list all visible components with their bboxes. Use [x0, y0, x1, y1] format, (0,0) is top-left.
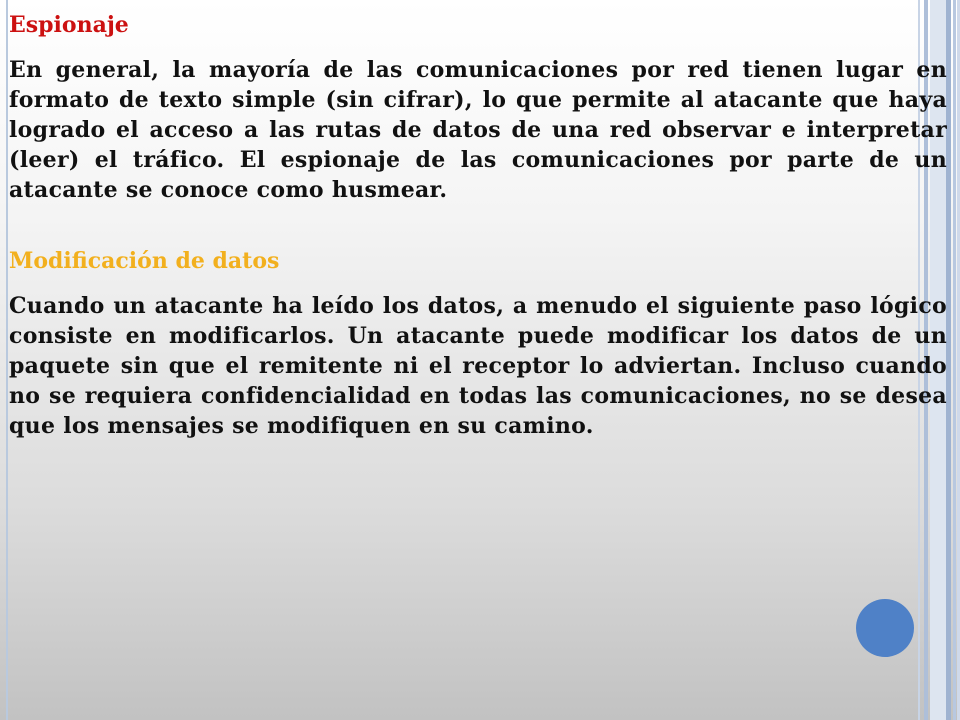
- section-heading-espionaje: Espionaje: [9, 12, 129, 38]
- slide-content: [9, 10, 947, 441]
- section-spacer: [9, 205, 947, 246]
- stripe: [953, 0, 956, 720]
- section-body-espionaje: En general, la mayoría de las comunicaciones por red tienen lugar en formato de texto simple (sin cifrar), lo que permite al atacante que haya logrado el acceso a las rutas de datos de una red observar e interpretar (leer) el tráfico. El espionaje de las comunicaciones por parte de un atacante se conoce como husmear.: [9, 57, 947, 203]
- left-border-line: [6, 0, 8, 720]
- section-body-modificacion: Cuando un atacante ha leído los datos, a menudo el siguiente paso lógico consiste en modificarlos. Un atacante puede modificar los datos de un paquete sin que el remitente ni el receptor lo adviertan. Incluso cuando no se requiera confidencialidad en todas las comunicaciones, no se desea que los mensajes se modifiquen en su camino.: [9, 293, 947, 439]
- section-heading-modificacion: Modificación de datos: [9, 248, 280, 274]
- decorative-circle-icon: [856, 599, 914, 657]
